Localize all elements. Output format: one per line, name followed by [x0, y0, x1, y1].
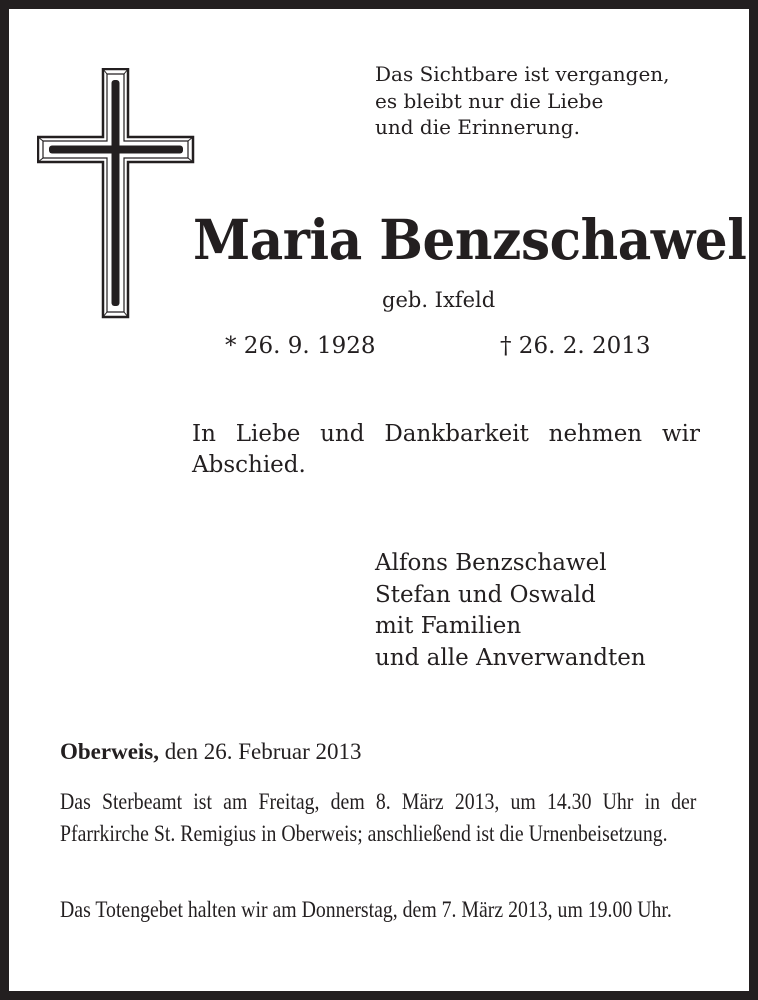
funeral-mass-paragraph: Das Sterbeamt ist am Freitag, dem 8. März 2013, um 14.30 Uhr in der Pfarrkirche St. Remigius in Oberweis; anschließend ist die Urnenbeisetzung.: [60, 789, 697, 846]
motto-line: und die Erinnerung.: [375, 115, 580, 139]
death-date: † 26. 2. 2013: [500, 333, 651, 359]
signer-line: mit Familien: [375, 613, 522, 639]
birth-name: geb. Ixfeld: [382, 288, 496, 312]
place-name: Oberweis,: [60, 739, 160, 764]
motto-quote: [375, 61, 670, 141]
place-date-line: [60, 737, 362, 767]
date-text: den 26. Februar 2013: [159, 739, 362, 764]
birth-date: * 26. 9. 1928: [225, 333, 376, 359]
signer-line: und alle Anverwandten: [375, 644, 646, 671]
motto-line: Das Sichtbare ist vergangen,: [375, 62, 670, 86]
farewell-text: In Liebe und Dankbarkeit nehmen wir Abschied.: [192, 421, 700, 478]
signer-line: Alfons Benzschawel: [375, 550, 607, 576]
signers-list: [375, 548, 646, 674]
cross-icon: [37, 68, 195, 319]
signer-line: Stefan und Oswald: [375, 581, 596, 608]
motto-line: es bleibt nur die Liebe: [375, 88, 604, 113]
deceased-name: Maria Benzschawel: [193, 207, 747, 272]
prayer-paragraph: Das Totengebet halten wir am Donnerstag, dem 7. März 2013, um 19.00 Uhr.: [60, 897, 672, 922]
